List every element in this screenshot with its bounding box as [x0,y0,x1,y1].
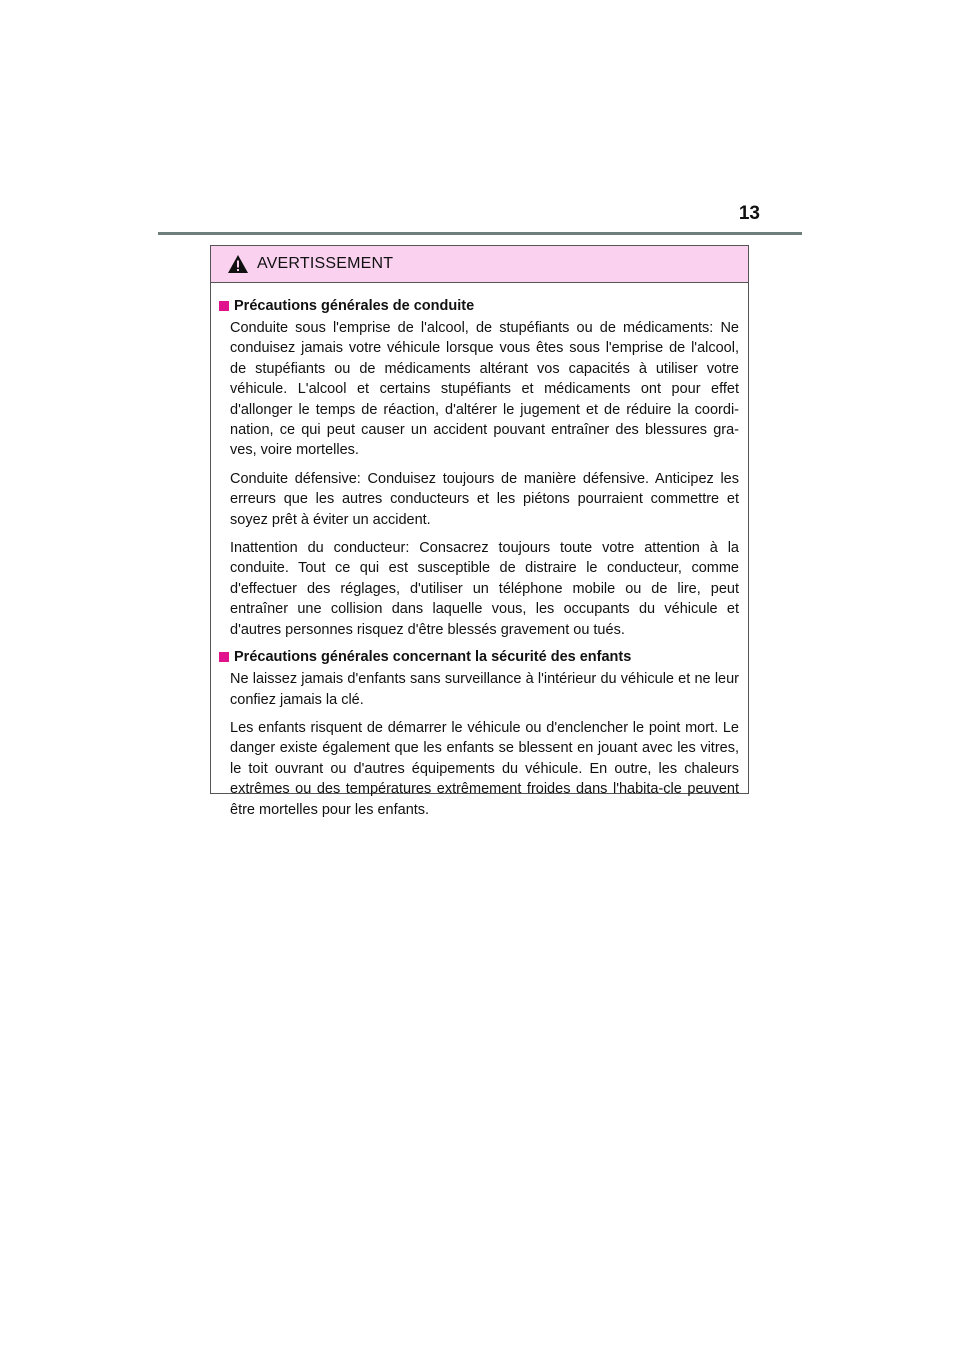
paragraph-inattention: Inattention du conducteur: Consacrez toujours toute votre attention à la conduite. Tout ce qui est susceptible de distraire le conducteur, comme d'effectuer des réglages, d'utiliser un téléphone mobile ou de lire, peut entraîner une collision dans laquelle vous, les occupants du véhicule et d'autres personnes risquez d'être blessés gravement ou tués. [230,540,739,638]
bullet-square-icon [219,301,229,311]
warning-body [211,283,748,820]
bullet-square-icon [219,652,229,662]
section-heading-enfants [219,648,739,667]
section-heading-conduite [219,297,739,316]
paragraph-surveillance: Ne laissez jamais d'enfants sans surveillance à l'intérieur du véhicule et ne leur confiez jamais la clé. [230,671,739,708]
section-heading-text: Précautions générales concernant la sécurité des enfants [234,649,632,666]
header-rule [158,232,802,235]
warning-title: AVERTISSEMENT [257,255,394,272]
paragraph-alcool: Conduite sous l'emprise de l'alcool, de stupéfiants ou de médicaments: Ne conduisez jamais votre véhicule lorsque vous êtes sous l'emprise de l'alcool, de stupéfiants ou de médicaments altérant vos capacités à utiliser votre véhicule. L'alcool et certains stupéfiants et médicaments ont pour effet d'allonger le temps de réaction, d'altérer le jugement et de réduire la coordi-nation, ce qui peut causer un accident pouvant entraîner des blessures gra-ves, voire mortelles. [230,320,739,459]
paragraph-defensive: Conduite défensive: Conduisez toujours de manière défensive. Anticipez les erreurs que les autres conducteurs et les piétons pourraient commettre et soyez prêt à éviter un accident. [230,470,739,528]
paragraph-dangers: Les enfants risquent de démarrer le véhicule ou d'enclencher le point mort. Le danger existe également que les enfants se blessent en jouant avec les vitres, le toit ouvrant ou d'autres équipements du véhicule. En outre, les chaleurs extrêmes ou des températures extrêmement froides dans l'habita-cle peuvent être mortelles pour les enfants. [230,719,739,818]
warning-header [211,246,748,283]
section-heading-text: Précautions générales de conduite [234,298,475,314]
page-number: 13 [738,203,760,224]
warning-triangle-icon [227,254,249,274]
warning-box [210,245,749,818]
